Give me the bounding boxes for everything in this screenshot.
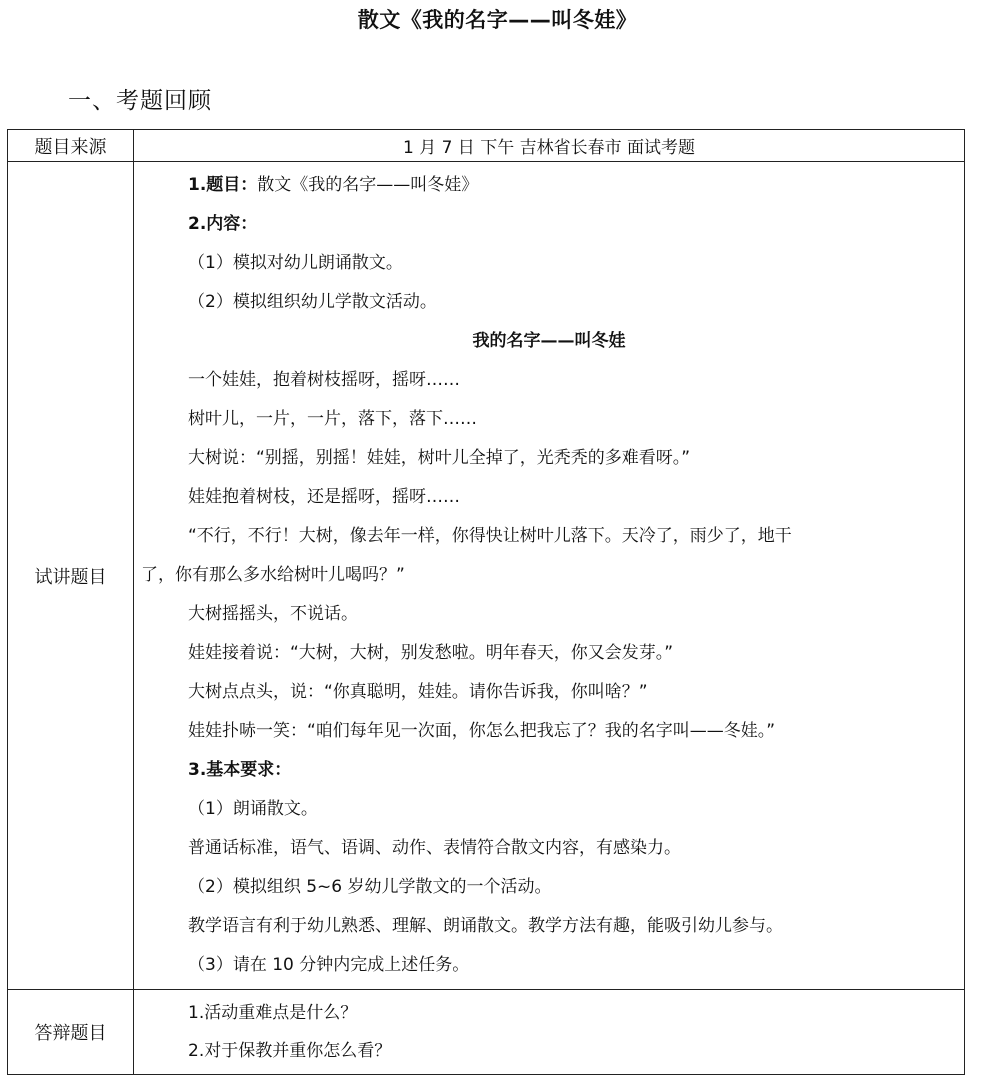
prose-line: 大树点点头，说：“你真聪明，娃娃。请你告诉我，你叫啥？” xyxy=(188,682,648,702)
table-row-source xyxy=(8,130,965,162)
source-label: 题目来源 xyxy=(8,130,134,162)
trial-content xyxy=(134,162,965,990)
exam-table xyxy=(7,129,965,1075)
trial-line: （2）模拟组织 5~6 岁幼儿学散文的一个活动。 xyxy=(188,877,552,897)
prose-title: 我的名字——叫冬娃 xyxy=(472,331,626,351)
table-row-trial xyxy=(8,162,965,990)
defense-question: 1.活动重难点是什么？ xyxy=(188,1003,358,1023)
trial-line: 普通话标准，语气、语调、动作、表情符合散文内容，有感染力。 xyxy=(188,838,681,858)
defense-question: 2.对于保教并重你怎么看？ xyxy=(188,1041,392,1061)
prose-line: 娃娃接着说：“大树，大树，别发愁啦。明年春天，你又会发芽。” xyxy=(188,643,674,663)
prose-line: 娃娃抱着树枝，还是摇呀，摇呀…… xyxy=(188,487,460,507)
source-value: 1 月 7 日 下午 吉林省长春市 面试考题 xyxy=(134,130,965,162)
document-title: 散文《我的名字——叫冬娃》 xyxy=(357,8,638,32)
defense-content xyxy=(134,990,965,1075)
trial-line: （3）请在 10 分钟内完成上述任务。 xyxy=(188,955,470,975)
prose-line: 大树摇摇头，不说话。 xyxy=(188,604,358,624)
prose-line: 娃娃扑哧一笑：“咱们每年见一次面，你怎么把我忘了？我的名字叫——冬娃。” xyxy=(188,721,776,741)
prose-line: 大树说：“别摇，别摇！娃娃，树叶儿全掉了，光秃秃的多难看呀。” xyxy=(188,448,691,468)
trial-line: （1）朗诵散文。 xyxy=(188,799,318,819)
trial-line-content-heading: 2.内容： xyxy=(188,214,258,234)
trial-line-title: 1.题目：散文《我的名字——叫冬娃》 xyxy=(188,175,479,195)
trial-line-requirements-heading: 3.基本要求： xyxy=(188,760,292,780)
trial-line: 教学语言有利于幼儿熟悉、理解、朗诵散文。教学方法有趣，能吸引幼儿参与。 xyxy=(188,916,783,936)
table-row-defense xyxy=(8,990,965,1075)
prose-line: 一个娃娃，抱着树枝摇呀，摇呀…… xyxy=(188,370,460,390)
trial-label: 试讲题目 xyxy=(8,162,134,990)
trial-line: （1）模拟对幼儿朗诵散文。 xyxy=(188,253,403,273)
trial-line: （2）模拟组织幼儿学散文活动。 xyxy=(188,292,437,312)
prose-line: 树叶儿，一片，一片，落下，落下…… xyxy=(188,409,477,429)
prose-line: “不行，不行！大树，像去年一样，你得快让树叶儿落下。天冷了，雨少了，地干 xyxy=(188,526,792,546)
defense-label: 答辩题目 xyxy=(8,990,134,1075)
prose-line-continued: 了，你有那么多水给树叶儿喝吗？” xyxy=(141,565,405,585)
section-heading: 一、考题回顾 xyxy=(68,88,212,114)
